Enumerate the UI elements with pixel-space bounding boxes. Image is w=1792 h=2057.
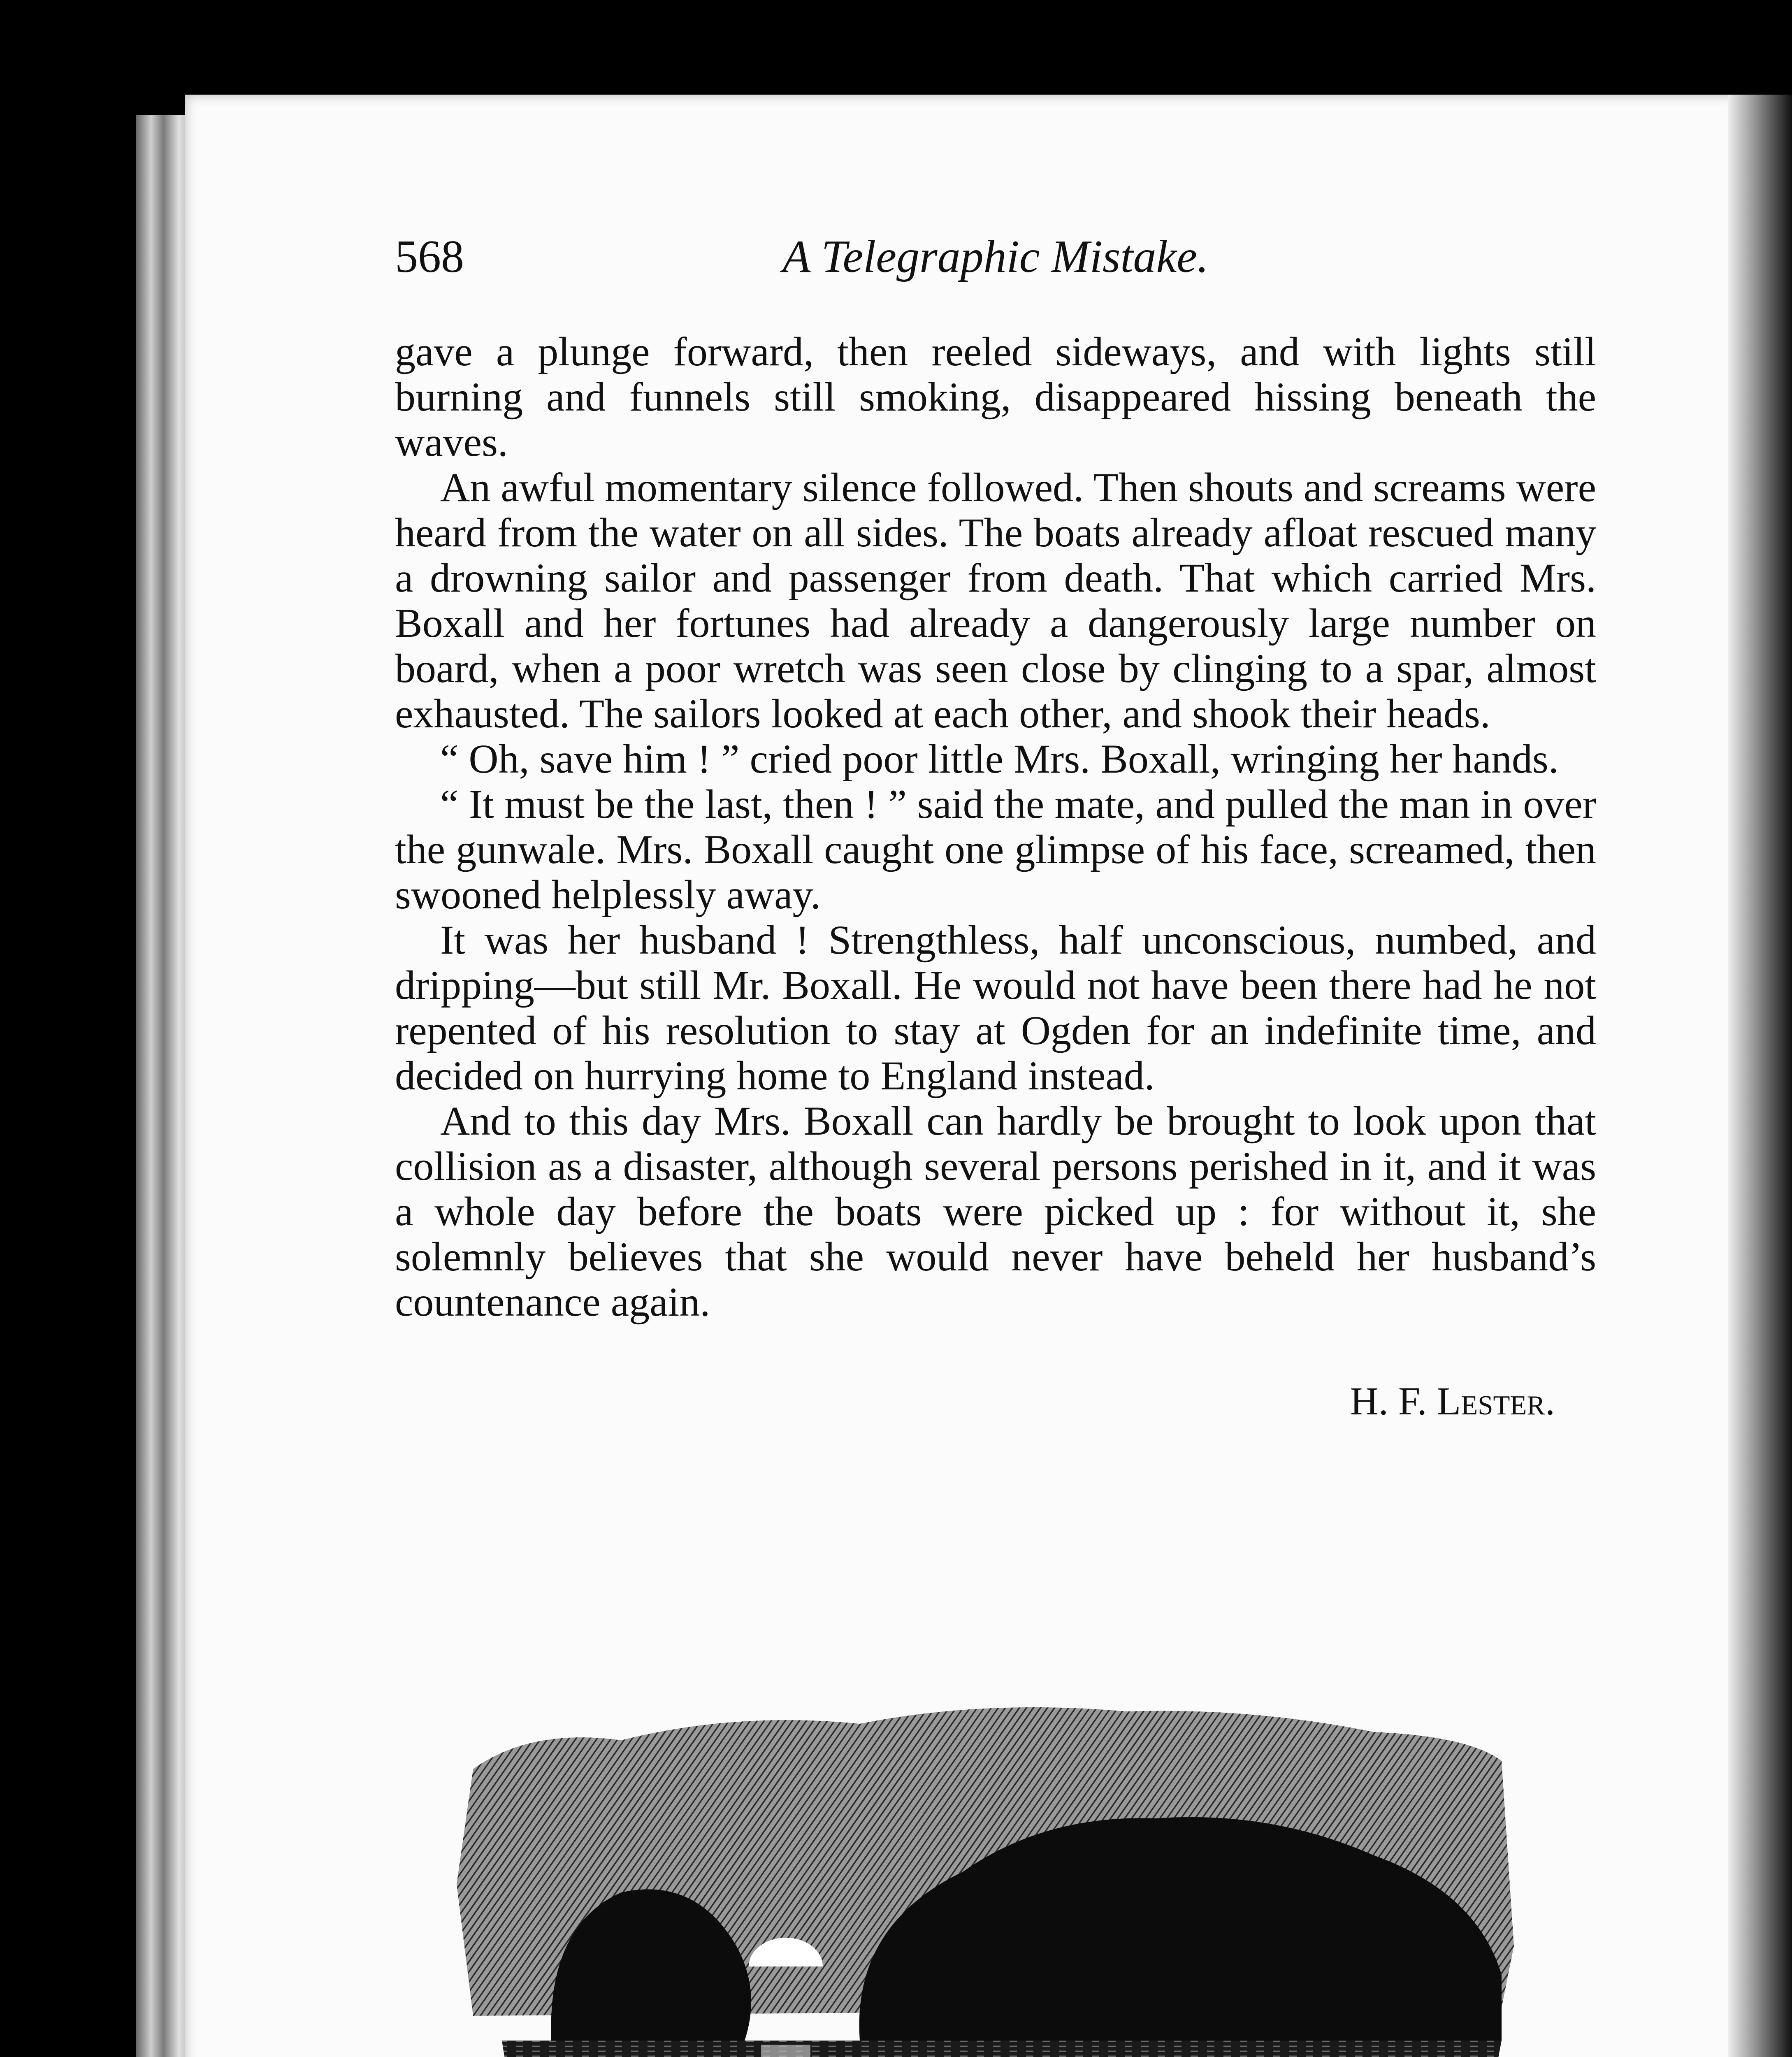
paragraph: gave a plunge forward, then reeled sideways, and with lights still burning and funnels still smoking, disappeared hissing beneath the waves. (395, 329, 1596, 465)
paragraph: And to this day Mrs. Boxall can hardly be brought to look upon that collision as a disaster, although several persons perished in it, and it was a whole day before the boats were picked up : for without it, she solemnly believes that she would never have beheld her husband’s countenance again. (395, 1098, 1596, 1325)
page-edge-shadow (1728, 95, 1792, 2057)
moonlit-lake-illustration (448, 1679, 1526, 2057)
paragraph: An awful momentary silence followed. Then shouts and screams were heard from the water on all sides. The boats already afloat rescued many a drowning sailor and passenger from death. That which carried Mrs. Boxall and her fortunes had already a dangerously large number on board, when a poor wretch was seen close by clinging to a spar, almost exhausted. The sailors looked at each other, and shook their heads. (395, 464, 1596, 736)
page-number: 568 (395, 231, 464, 282)
moon-reflection (761, 2045, 810, 2057)
paragraph: “ Oh, save him ! ” cried poor little Mrs. Boxall, wringing her hands. (440, 736, 1559, 782)
running-title: A Telegraphic Mistake. (782, 231, 1209, 282)
author-signature: H. F. Lester. (1350, 1379, 1555, 1423)
paragraph: It was her husband ! Strengthless, half unconscious, numbed, and dripping—but still Mr. Boxall. He would not have been there had he not repented of his resolution to stay at Ogden for an indefinite time, and decided on hurrying home to England instead. (395, 917, 1596, 1098)
story-text (395, 329, 1596, 1325)
page-header (395, 230, 1596, 284)
paragraph: “ It must be the last, then ! ” said the mate, and pulled the man in over the gunwale. Mrs. Boxall caught one glimpse of his face, screamed, then swooned helplessly away. (395, 781, 1596, 917)
lake-water (502, 2041, 1502, 2057)
